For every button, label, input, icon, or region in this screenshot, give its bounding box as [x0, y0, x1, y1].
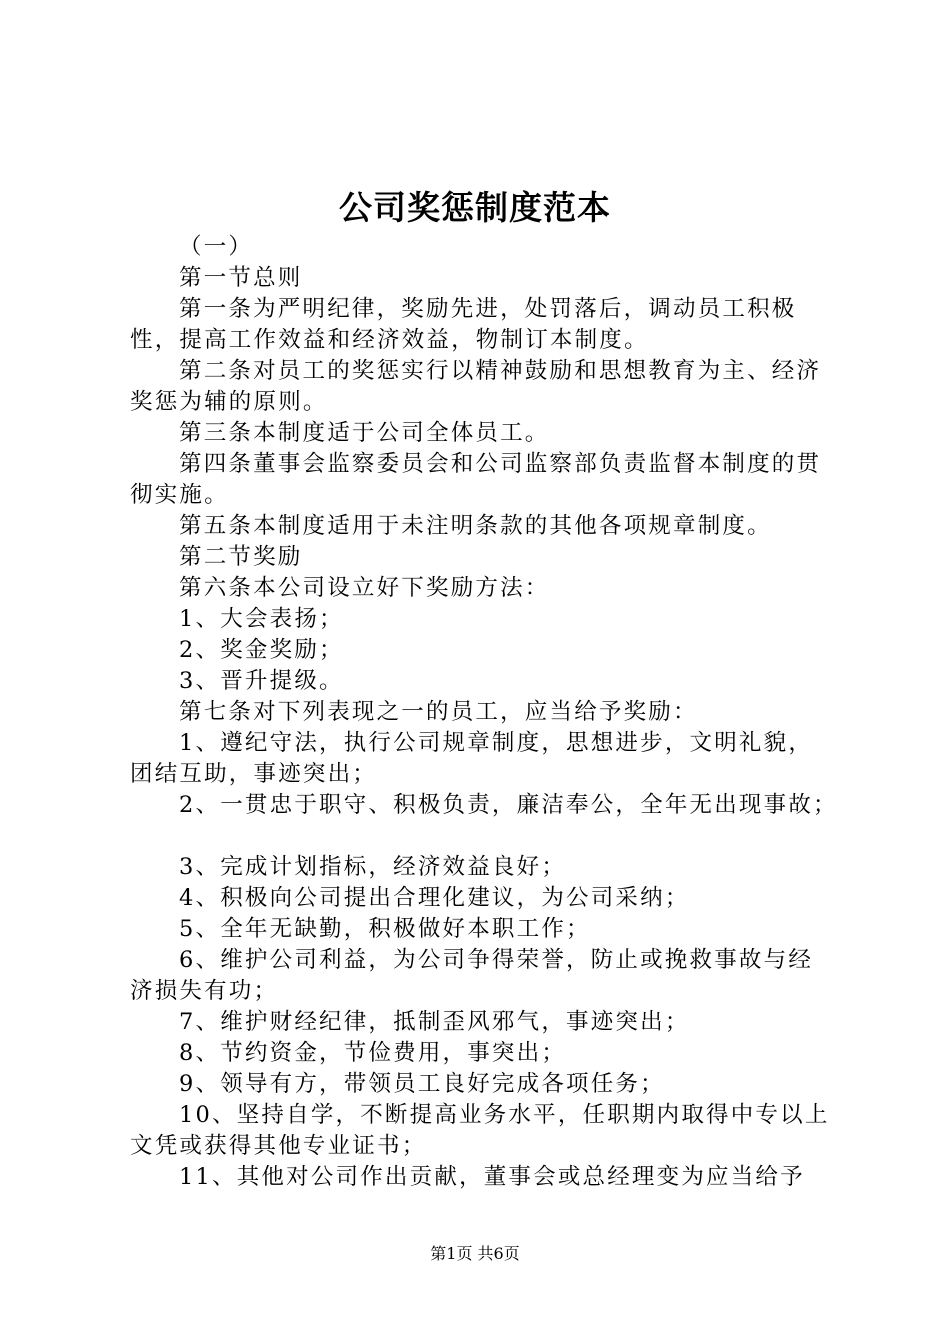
list-item: 1、大会表扬；	[179, 606, 344, 632]
document-body	[130, 232, 838, 1193]
list-item: 11、其他对公司作出贡献，董事会或总经理变为应当给予	[179, 1164, 805, 1190]
document-title: 公司奖惩制度范本	[339, 188, 611, 227]
section-heading: 第二节奖励	[179, 544, 303, 570]
section-heading: 第一节总则	[179, 265, 303, 291]
list-item: 5、全年无缺勤，积极做好本职工作；	[179, 916, 591, 942]
article-paragraph: 第一条为严明纪律，奖励先进，处罚落后，调动员工积极性，提高工作效益和经济效益，物制订本制度。	[130, 296, 797, 353]
list-item: 3、晋升提级。	[179, 668, 344, 694]
list-item: 4、积极向公司提出合理化建议，为公司采纳；	[179, 885, 690, 911]
page-number: 第1页 共6页	[430, 1244, 520, 1263]
blank-line	[130, 821, 834, 852]
section-marker: （一）	[179, 234, 254, 260]
article-paragraph: 第四条董事会监察委员会和公司监察部负责监督本制度的贯彻实施。	[130, 451, 822, 508]
list-item: 7、维护财经纪律，抵制歪风邪气，事迹突出；	[179, 1009, 690, 1035]
article-paragraph: 第七条对下列表现之一的员工，应当给予奖励：	[179, 699, 698, 725]
article-paragraph: 第三条本制度适于公司全体员工。	[179, 420, 550, 446]
list-item: 9、领导有方，带领员工良好完成各项任务；	[179, 1071, 665, 1097]
article-paragraph: 第五条本制度适用于未注明条款的其他各项规章制度。	[179, 513, 772, 539]
list-item: 8、节约资金，节俭费用，事突出；	[179, 1040, 567, 1066]
list-item: 3、完成计划指标，经济效益良好；	[179, 854, 567, 880]
list-item: 10、坚持自学，不断提高业务水平，任职期内取得中专以上文凭或获得其他专业证书；	[130, 1102, 830, 1159]
list-item: 2、奖金奖励；	[179, 637, 344, 663]
article-paragraph: 第六条本公司设立好下奖励方法：	[179, 575, 550, 601]
article-paragraph: 第二条对员工的奖惩实行以精神鼓励和思想教育为主、经济奖惩为辅的原则。	[130, 358, 822, 415]
list-item: 2、一贯忠于职守、积极负责，廉洁奉公，全年无出现事故；	[179, 792, 838, 818]
list-item: 6、维护公司利益，为公司争得荣誉，防止或挽救事故与经济损失有功；	[130, 947, 814, 1004]
list-item: 1、遵纪守法，执行公司规章制度，思想进步，文明礼貌，团结互助，事迹突出；	[130, 730, 814, 787]
